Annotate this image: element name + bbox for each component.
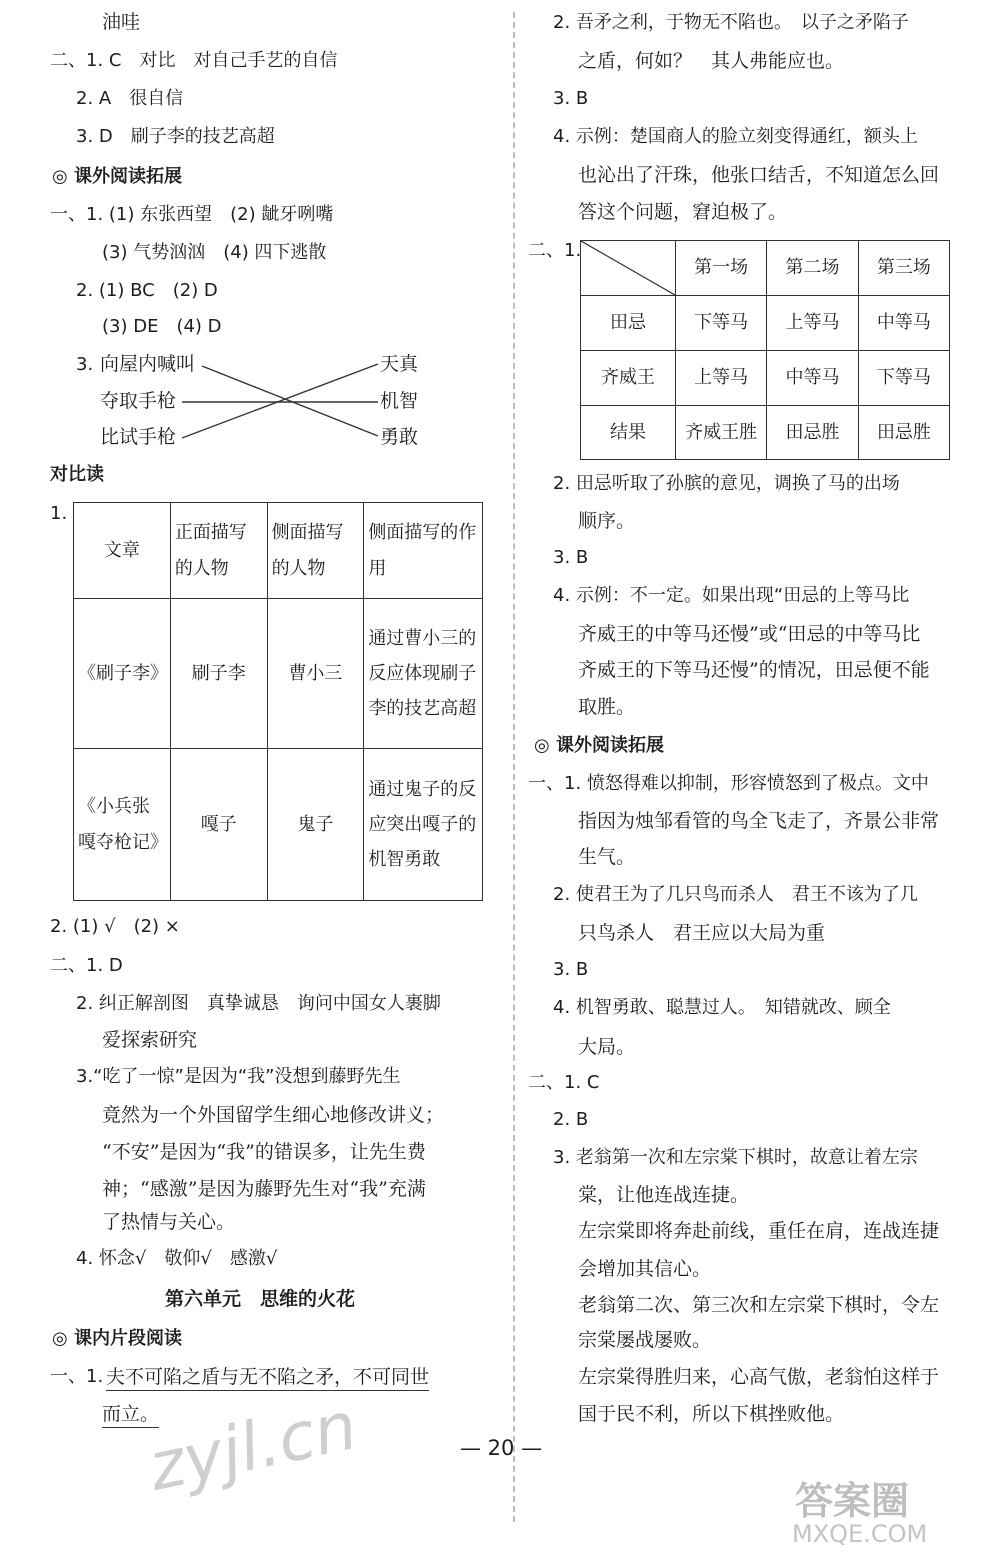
- left-line: (3) DE (4) D: [102, 316, 222, 337]
- right-line: 顺序。: [578, 510, 636, 532]
- race-cell: 下等马: [676, 296, 767, 351]
- left-line: 神；“感激”是因为藤野先生对“我”充满: [102, 1178, 426, 1200]
- match-line: [182, 364, 378, 438]
- unit-title: 第六单元 思维的火花: [165, 1288, 356, 1310]
- match-right-item: 勇敢: [380, 426, 419, 448]
- right-line: 2. B: [553, 1109, 589, 1130]
- right-line: 一、1. 愤怒得难以抑制，形容愤怒到了极点。文中: [528, 773, 929, 794]
- section-heading: ◎ 课外阅读拓展: [534, 735, 664, 756]
- right-line: 3. B: [553, 547, 589, 568]
- race-cell: 上等马: [676, 351, 767, 406]
- right-line: 指因为烛邹看管的鸟全飞走了，齐景公非常: [578, 810, 940, 832]
- table-number: 1.: [50, 503, 68, 524]
- right-line: 4. 机智勇敢、聪慧过人。 知错就改、顾全: [553, 997, 891, 1018]
- race-cell: 中等马: [858, 296, 949, 351]
- left-line: 二、1. D: [50, 955, 123, 976]
- race-cell: 下等马: [858, 351, 949, 406]
- race-cell: 田忌胜: [858, 406, 949, 460]
- race-cell: 齐威王: [581, 351, 676, 406]
- match-left-item: 比试手枪: [100, 426, 177, 448]
- right-line: 大局。: [578, 1036, 636, 1058]
- right-line: 2. 田忌听取了孙膑的意见，调换了马的出场: [553, 473, 900, 494]
- right-line: 宗棠屡战屡败。: [578, 1329, 712, 1351]
- right-line: 3. 老翁第一次和左宗棠下棋时，故意让着左宗: [553, 1147, 918, 1168]
- right-line: 4. 示例：不一定。如果出现“田忌的上等马比: [553, 585, 910, 606]
- race-cell: 结果: [581, 406, 676, 460]
- race-header: 第一场: [676, 241, 767, 296]
- table-cell: 嘎子: [170, 749, 267, 901]
- left-line: 竟然为一个外国留学生细心地修改讲义；: [102, 1104, 445, 1126]
- right-line: 之盾，何如？ 其人弗能应也。: [578, 50, 845, 72]
- left-line: 2. A 很自信: [76, 88, 184, 109]
- left-line: 一、1.: [50, 1366, 104, 1387]
- match-right-item: 天真: [380, 353, 419, 375]
- table-cell: 通过曹小三的反应体现刷子李的技艺高超: [364, 599, 483, 749]
- page-number: — 20 —: [460, 1436, 543, 1460]
- table-cell: 《刷子李》: [74, 599, 171, 749]
- left-line: 2. (1) BC (2) D: [76, 280, 218, 301]
- race-cell: 田忌: [581, 296, 676, 351]
- right-line: 国于民不利，所以下棋挫败他。: [578, 1403, 845, 1425]
- match-left-item: 向屋内喊叫: [100, 353, 196, 375]
- table-cell: 曹小三: [267, 599, 364, 749]
- table-header: 文章: [74, 503, 171, 599]
- table-cell: 鬼子: [267, 749, 364, 901]
- right-line: 4. 示例：楚国商人的脸立刻变得通红，额头上: [553, 126, 918, 147]
- left-line: 2. (1) √ (2) ×: [50, 916, 180, 937]
- table-cell: 《小兵张嘎夺枪记》: [74, 749, 171, 901]
- matching-lines: [0, 0, 520, 480]
- right-line: 也沁出了汗珠，他张口结舌，不知道怎么回: [578, 164, 940, 186]
- right-line: 齐威王的下等马还慢”的情况，田忌便不能: [578, 659, 930, 681]
- right-line: 左宗棠即将奔赴前线，重任在肩，连战连捷: [578, 1220, 940, 1242]
- right-line: 左宗棠得胜归来，心高气傲，老翁怕这样于: [578, 1366, 940, 1388]
- match-left-item: 夺取手枪: [100, 390, 177, 412]
- right-line: 取胜。: [578, 696, 636, 718]
- right-line: 3. B: [553, 959, 589, 980]
- table-cell: 通过鬼子的反应突出嘎子的机智勇敢: [364, 749, 483, 901]
- underlined-answer: 夫不可陷之盾与无不陷之矛，不可同世: [106, 1368, 429, 1391]
- diagonal-line: [581, 241, 675, 295]
- right-line: 2. 吾矛之利，于物无不陷也。 以子之矛陷子: [553, 12, 909, 33]
- left-line: (3) 气势汹汹 (4) 四下逃散: [102, 242, 327, 263]
- left-line: 3.“吃了一惊”是因为“我”没想到藤野先生: [76, 1066, 401, 1087]
- race-header: 第二场: [767, 241, 858, 296]
- race-cell: 上等马: [767, 296, 858, 351]
- left-line: 3. D 刷子李的技艺高超: [76, 126, 275, 147]
- horse-race-table: [580, 240, 950, 460]
- right-line: 3. B: [553, 88, 589, 109]
- match-right-item: 机智: [380, 390, 419, 412]
- right-line: 老翁第二次、第三次和左宗棠下棋时，令左: [578, 1294, 940, 1316]
- section-heading: ◎ 课内片段阅读: [52, 1328, 182, 1349]
- right-line: 二、1. C: [528, 1072, 600, 1093]
- left-line: 了热情与关心。: [102, 1211, 236, 1233]
- right-line: 生气。: [578, 846, 636, 868]
- left-line: “不安”是因为“我”的错误多，让先生费: [102, 1141, 426, 1163]
- right-line: 2. 使君王为了几只鸟而杀人 君王不该为了几: [553, 884, 918, 905]
- match-line: [202, 366, 378, 436]
- left-line: 2. 纠正解剖图 真挚诚恳 询问中国女人裹脚: [76, 993, 441, 1014]
- left-line: 油哇: [102, 11, 141, 33]
- table-number: 二、1.: [528, 240, 582, 261]
- comparison-table: [73, 502, 483, 901]
- watermark: 答案圈: [795, 1479, 910, 1523]
- race-cell: 田忌胜: [767, 406, 858, 460]
- right-line: 齐威王的中等马还慢”或“田忌的中等马比: [578, 623, 921, 645]
- right-line: 棠，让他连战连捷。: [578, 1184, 750, 1206]
- table-cell: 刷子李: [170, 599, 267, 749]
- right-line: 只鸟杀人 君王应以大局为重: [578, 922, 826, 944]
- race-cell: 中等马: [767, 351, 858, 406]
- race-cell: 齐威王胜: [676, 406, 767, 460]
- right-line: 会增加其信心。: [578, 1258, 712, 1280]
- left-line: 一、1. (1) 东张西望 (2) 龇牙咧嘴: [50, 204, 334, 225]
- table-header: 正面描写的人物: [170, 503, 267, 599]
- table-header: 侧面描写的人物: [267, 503, 364, 599]
- table-header: 侧面描写的作用: [364, 503, 483, 599]
- section-heading: 对比读: [50, 464, 104, 485]
- right-line: 答这个问题，窘迫极了。: [578, 201, 788, 223]
- left-line: 爱探索研究: [102, 1029, 198, 1051]
- underlined-answer: 而立。: [102, 1405, 159, 1428]
- section-heading: ◎ 课外阅读拓展: [52, 166, 182, 187]
- diagonal-corner-cell: [581, 241, 676, 296]
- race-header: 第三场: [858, 241, 949, 296]
- left-line: 4. 怀念√ 敬仰√ 感激√: [76, 1248, 278, 1269]
- watermark: MXQE.COM: [792, 1520, 928, 1548]
- left-line: 二、1. C 对比 对自己手艺的自信: [50, 50, 338, 71]
- watermark: zyjl.cn: [142, 1387, 364, 1506]
- match-number: 3.: [76, 354, 94, 375]
